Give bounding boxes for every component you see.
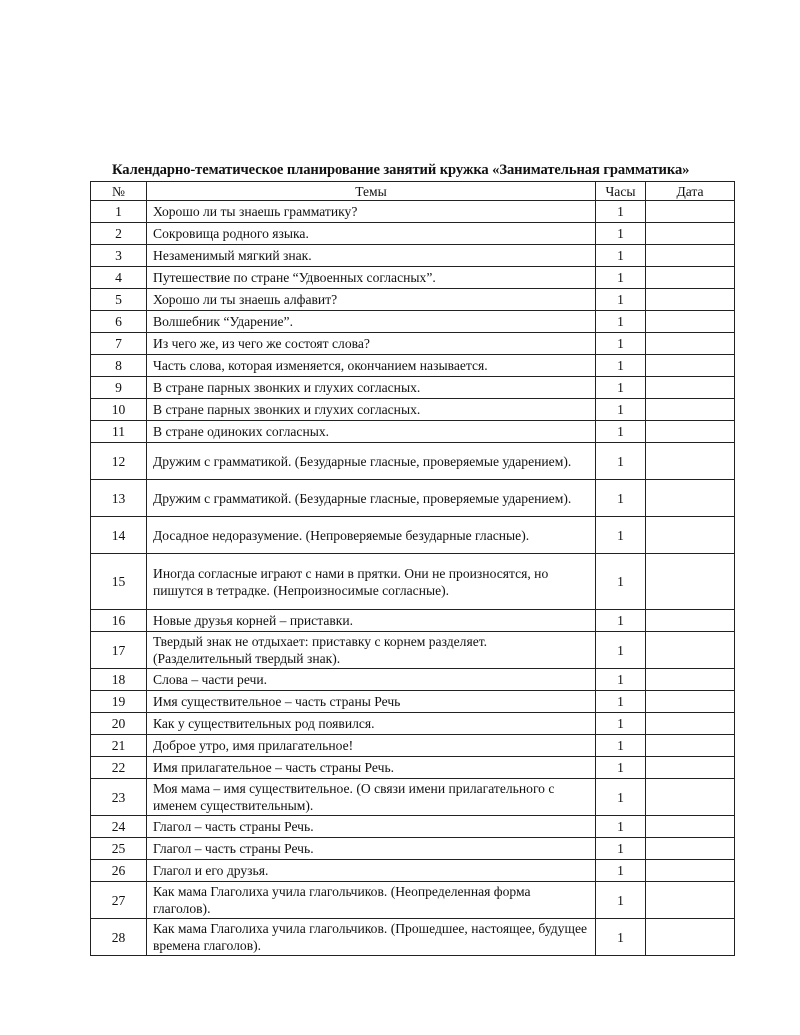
row-number-cell: 17 <box>91 632 147 669</box>
row-date-cell <box>646 610 735 632</box>
row-hours-cell: 1 <box>596 517 646 554</box>
row-number-cell: 15 <box>91 554 147 610</box>
row-topic-cell: Незаменимый мягкий знак. <box>147 245 596 267</box>
row-topic-cell: Путешествие по стране “Удвоенных согласных”. <box>147 267 596 289</box>
row-number-cell: 2 <box>91 223 147 245</box>
row-hours-cell: 1 <box>596 554 646 610</box>
row-number-cell: 25 <box>91 838 147 860</box>
row-topic-cell: Твердый знак не отдыхает: приставку с корнем разделяет. (Разделительный твердый знак). <box>147 632 596 669</box>
row-number-cell: 10 <box>91 399 147 421</box>
row-number-cell: 18 <box>91 669 147 691</box>
row-hours-cell: 1 <box>596 757 646 779</box>
row-topic-cell: Иногда согласные играют с нами в прятки. Они не произносятся, но пишутся в тетрадке. (Непроизносимые согласные). <box>147 554 596 610</box>
row-topic-cell: Досадное недоразумение. (Непроверяемые безударные гласные). <box>147 517 596 554</box>
row-hours-cell: 1 <box>596 201 646 223</box>
row-topic-cell: Хорошо ли ты знаешь алфавит? <box>147 289 596 311</box>
row-topic-cell: Глагол и его друзья. <box>147 860 596 882</box>
row-number-cell: 14 <box>91 517 147 554</box>
table-row <box>91 919 735 956</box>
header-num: № <box>91 182 147 201</box>
row-hours-cell: 1 <box>596 399 646 421</box>
row-topic-cell: Имя прилагательное – часть страны Речь. <box>147 757 596 779</box>
row-hours-cell: 1 <box>596 610 646 632</box>
row-topic-cell: Волшебник “Ударение”. <box>147 311 596 333</box>
table-row <box>91 289 735 311</box>
row-topic-cell: Новые друзья корней – приставки. <box>147 610 596 632</box>
row-number-cell: 13 <box>91 480 147 517</box>
row-topic-cell: Глагол – часть страны Речь. <box>147 838 596 860</box>
row-hours-cell: 1 <box>596 377 646 399</box>
row-hours-cell: 1 <box>596 735 646 757</box>
row-hours-cell: 1 <box>596 691 646 713</box>
row-date-cell <box>646 735 735 757</box>
row-date-cell <box>646 311 735 333</box>
row-date-cell <box>646 421 735 443</box>
row-hours-cell: 1 <box>596 311 646 333</box>
table-row <box>91 669 735 691</box>
row-hours-cell: 1 <box>596 713 646 735</box>
row-hours-cell: 1 <box>596 860 646 882</box>
row-topic-cell: Моя мама – имя существительное. (О связи имени прилагательного с именем существительным). <box>147 779 596 816</box>
row-hours-cell: 1 <box>596 333 646 355</box>
table-row <box>91 554 735 610</box>
table-row <box>91 610 735 632</box>
row-topic-cell: Сокровища родного языка. <box>147 223 596 245</box>
row-hours-cell: 1 <box>596 355 646 377</box>
row-topic-cell: Как мама Глаголиха учила глагольчиков. (Неопределенная форма глаголов). <box>147 882 596 919</box>
row-number-cell: 24 <box>91 816 147 838</box>
row-date-cell <box>646 632 735 669</box>
table-row <box>91 333 735 355</box>
table-row <box>91 735 735 757</box>
row-number-cell: 4 <box>91 267 147 289</box>
row-topic-cell: В стране парных звонких и глухих согласных. <box>147 377 596 399</box>
table-row <box>91 421 735 443</box>
table-row <box>91 201 735 223</box>
row-date-cell <box>646 267 735 289</box>
table-body <box>91 201 735 956</box>
row-topic-cell: Как у существительных род появился. <box>147 713 596 735</box>
row-number-cell: 27 <box>91 882 147 919</box>
row-topic-cell: В стране парных звонких и глухих согласных. <box>147 399 596 421</box>
row-number-cell: 1 <box>91 201 147 223</box>
row-topic-cell: Дружим с грамматикой. (Безударные гласные, проверяемые ударением). <box>147 480 596 517</box>
table-row <box>91 399 735 421</box>
row-hours-cell: 1 <box>596 838 646 860</box>
row-date-cell <box>646 691 735 713</box>
row-number-cell: 8 <box>91 355 147 377</box>
row-number-cell: 16 <box>91 610 147 632</box>
lesson-plan-table <box>90 181 735 956</box>
table-row <box>91 816 735 838</box>
row-number-cell: 12 <box>91 443 147 480</box>
row-topic-cell: Слова – части речи. <box>147 669 596 691</box>
row-hours-cell: 1 <box>596 421 646 443</box>
row-date-cell <box>646 223 735 245</box>
table-row <box>91 267 735 289</box>
table-row <box>91 377 735 399</box>
row-number-cell: 6 <box>91 311 147 333</box>
row-number-cell: 21 <box>91 735 147 757</box>
row-date-cell <box>646 919 735 956</box>
table-row <box>91 713 735 735</box>
row-number-cell: 7 <box>91 333 147 355</box>
row-date-cell <box>646 377 735 399</box>
row-date-cell <box>646 289 735 311</box>
table-row <box>91 311 735 333</box>
row-date-cell <box>646 779 735 816</box>
table-row <box>91 245 735 267</box>
table-row <box>91 223 735 245</box>
document-title: Календарно-тематическое планирование занятий кружка «Занимательная грамматика» <box>112 162 690 178</box>
row-number-cell: 5 <box>91 289 147 311</box>
row-date-cell <box>646 201 735 223</box>
row-date-cell <box>646 517 735 554</box>
table-row <box>91 757 735 779</box>
row-topic-cell: Часть слова, которая изменяется, окончанием называется. <box>147 355 596 377</box>
row-hours-cell: 1 <box>596 267 646 289</box>
table-row <box>91 691 735 713</box>
row-number-cell: 23 <box>91 779 147 816</box>
row-number-cell: 28 <box>91 919 147 956</box>
row-number-cell: 9 <box>91 377 147 399</box>
row-topic-cell: Хорошо ли ты знаешь грамматику? <box>147 201 596 223</box>
row-hours-cell: 1 <box>596 245 646 267</box>
row-hours-cell: 1 <box>596 816 646 838</box>
table-row <box>91 517 735 554</box>
table-row <box>91 779 735 816</box>
row-date-cell <box>646 443 735 480</box>
row-hours-cell: 1 <box>596 669 646 691</box>
table-row <box>91 882 735 919</box>
row-date-cell <box>646 480 735 517</box>
row-date-cell <box>646 245 735 267</box>
row-date-cell <box>646 669 735 691</box>
header-topic: Темы <box>147 182 596 201</box>
row-topic-cell: Доброе утро, имя прилагательное! <box>147 735 596 757</box>
row-date-cell <box>646 838 735 860</box>
row-date-cell <box>646 554 735 610</box>
row-date-cell <box>646 816 735 838</box>
row-hours-cell: 1 <box>596 443 646 480</box>
row-hours-cell: 1 <box>596 223 646 245</box>
row-hours-cell: 1 <box>596 919 646 956</box>
row-number-cell: 19 <box>91 691 147 713</box>
row-date-cell <box>646 333 735 355</box>
row-hours-cell: 1 <box>596 632 646 669</box>
table-header-row <box>91 182 735 201</box>
row-date-cell <box>646 882 735 919</box>
row-hours-cell: 1 <box>596 480 646 517</box>
table-row <box>91 443 735 480</box>
row-number-cell: 26 <box>91 860 147 882</box>
row-date-cell <box>646 355 735 377</box>
row-hours-cell: 1 <box>596 289 646 311</box>
row-topic-cell: Имя существительное – часть страны Речь <box>147 691 596 713</box>
row-number-cell: 22 <box>91 757 147 779</box>
row-date-cell <box>646 713 735 735</box>
row-hours-cell: 1 <box>596 779 646 816</box>
row-topic-cell: Дружим с грамматикой. (Безударные гласные, проверяемые ударением). <box>147 443 596 480</box>
table-row <box>91 355 735 377</box>
row-topic-cell: Как мама Глаголиха учила глагольчиков. (Прошедшее, настоящее, будущее времена глаголов). <box>147 919 596 956</box>
row-number-cell: 3 <box>91 245 147 267</box>
table-row <box>91 838 735 860</box>
row-topic-cell: В стране одиноких согласных. <box>147 421 596 443</box>
row-hours-cell: 1 <box>596 882 646 919</box>
header-hours: Часы <box>596 182 646 201</box>
row-number-cell: 20 <box>91 713 147 735</box>
table-row <box>91 632 735 669</box>
row-date-cell <box>646 757 735 779</box>
table-row <box>91 860 735 882</box>
table-row <box>91 480 735 517</box>
row-date-cell <box>646 399 735 421</box>
row-topic-cell: Глагол – часть страны Речь. <box>147 816 596 838</box>
header-date: Дата <box>646 182 735 201</box>
row-date-cell <box>646 860 735 882</box>
row-number-cell: 11 <box>91 421 147 443</box>
row-topic-cell: Из чего же, из чего же состоят слова? <box>147 333 596 355</box>
